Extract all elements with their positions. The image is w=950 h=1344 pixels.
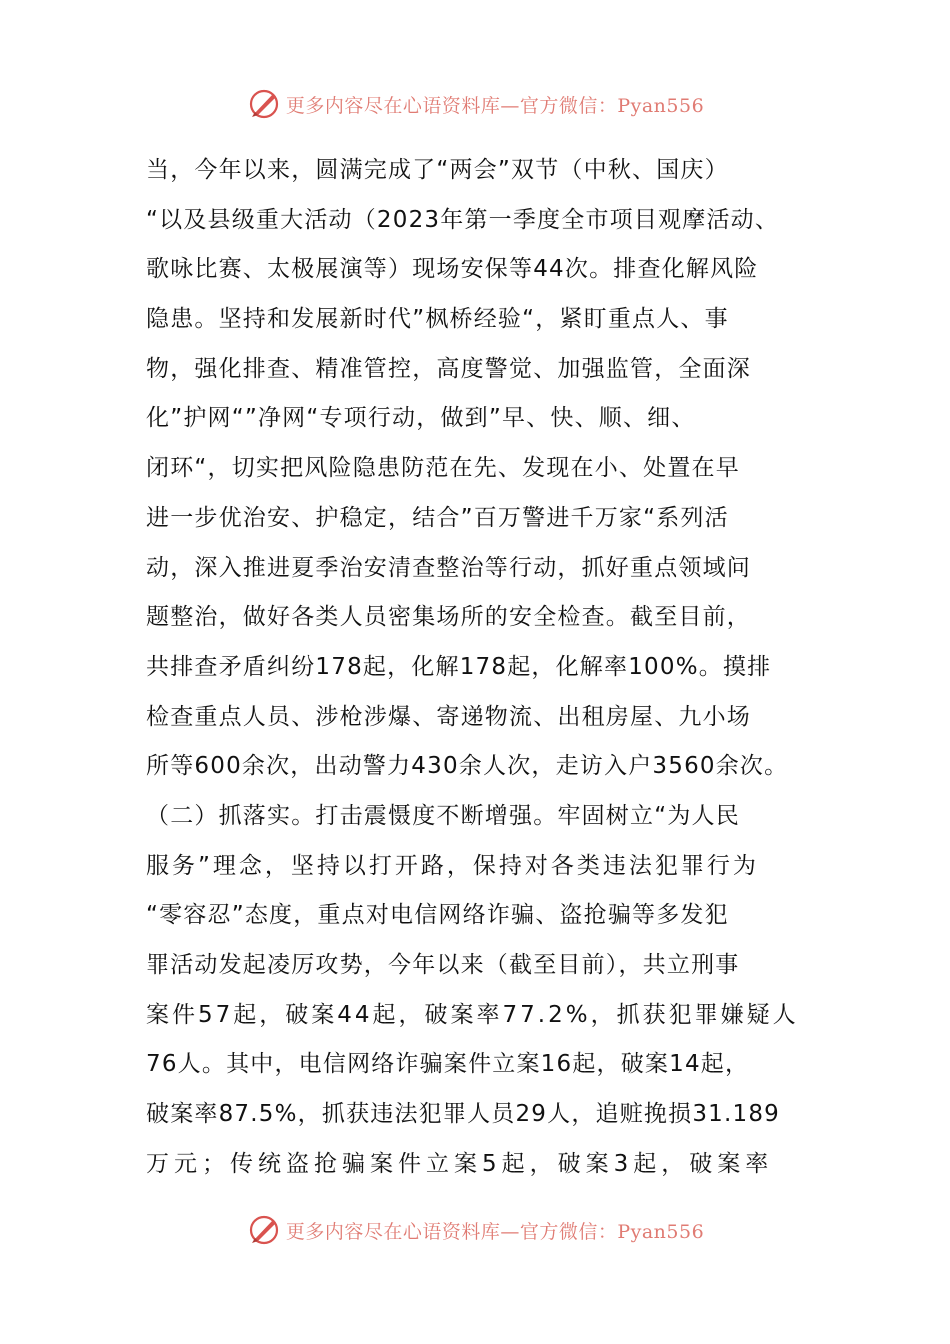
body-line: 案件57起，破案44起，破案率77.2%，抓获犯罪嫌疑人: [146, 1001, 799, 1028]
body-line: （二）抓落实。打击震慑度不断增强。牢固树立“为人民: [146, 802, 740, 829]
body-line: 共排查矛盾纠纷178起，化解178起，化解率100%。摸排: [146, 653, 772, 680]
body-line: 服务”理念，坚持以打开路，保持对各类违法犯罪行为: [146, 852, 759, 879]
body-line: 化”护网“”净网“专项行动，做到”早、快、顺、细、: [146, 405, 696, 432]
header-banner: [0, 84, 950, 124]
body-line: 检查重点人员、涉枪涉爆、寄递物流、出租房屋、九小场: [146, 703, 751, 730]
body-line: 物，强化排查、精准管控，高度警觉、加强监管，全面深: [146, 355, 751, 382]
body-line: 动，深入推进夏季治安清查整治等行动，抓好重点领域问: [146, 554, 751, 581]
body-line: “以及县级重大活动（2023年第一季度全市项目观摩活动、: [146, 206, 780, 233]
footer-banner-text: 更多内容尽在心语资料库—官方微信：Pyan556: [285, 1220, 705, 1243]
body-line: 破案率87.5%，抓获违法犯罪人员29人，追赃挽损31.189: [146, 1101, 781, 1128]
body-line: 歌咏比赛、太极展演等）现场安保等44次。排查化解风险: [146, 256, 759, 283]
body-line: 题整治，做好各类人员密集场所的安全检查。截至目前，: [146, 604, 751, 631]
body-line: 闭环“，切实把风险隐患防范在先、发现在小、处置在早: [146, 455, 740, 482]
body-line: 进一步优治安、护稳定，结合”百万警进千万家“系列活: [146, 504, 729, 531]
body-line: 76人。其中，电信网络诈骗案件立案16起，破案14起，: [146, 1051, 750, 1078]
pen-logo-icon: [246, 86, 282, 122]
body-line: 隐患。坚持和发展新时代”枫桥经验“，紧盯重点人、事: [146, 306, 729, 333]
body-line: 当，今年以来，圆满完成了“两会”双节（中秋、国庆）: [146, 157, 729, 183]
body-line: “零容忍”态度，重点对电信网络诈骗、盗抢骗等多发犯: [146, 902, 729, 929]
footer-banner: [0, 1210, 950, 1250]
body-line: 所等600余次，出动警力430余人次，走访入户3560余次。: [146, 753, 789, 780]
document-body: [146, 146, 816, 1189]
body-line: 罪活动发起凌厉攻势，今年以来（截至目前），共立刑事: [146, 952, 740, 978]
pen-logo-icon: [246, 1212, 282, 1248]
header-banner-text: 更多内容尽在心语资料库—官方微信：Pyan556: [285, 94, 705, 117]
body-line: 万元；传统盗抢骗案件立案5起，破案3起，破案率: [146, 1150, 774, 1177]
